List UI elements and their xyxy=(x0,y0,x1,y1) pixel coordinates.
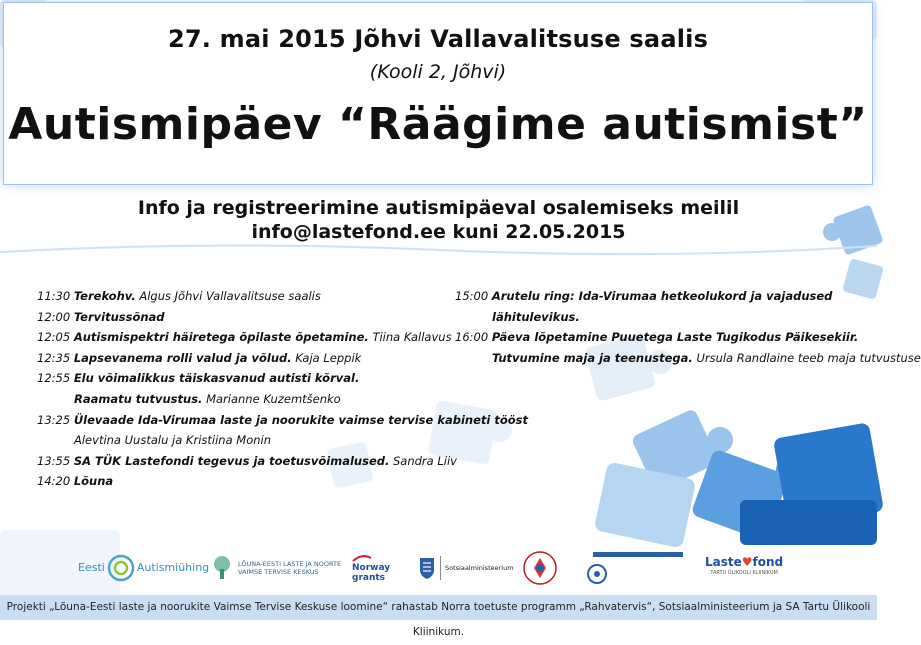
registration-info-line1: Info ja registreerimine autismipäeval osalemiseks meilil xyxy=(137,197,740,219)
autism-logo-left-text: Eesti xyxy=(78,561,105,574)
program-title: Ülevaade Ida-Virumaa laste ja noorukite vaimse tervise kabineti tööst xyxy=(73,412,528,427)
program-speaker: Sandra Liiv xyxy=(393,453,457,468)
program-title: Arutelu ring: Ida-Virumaa hetkeolukord ja vajadused xyxy=(491,289,833,303)
registration-info xyxy=(0,196,877,244)
lastefond-subtitle: TARTU ÜLIKOOLI KLIINIKUM xyxy=(710,569,778,576)
program-title: Tutvumine maja ja teenustega. xyxy=(492,350,693,365)
header-box xyxy=(3,2,873,185)
tree-icon xyxy=(210,555,234,581)
program-time: 11:30 xyxy=(37,289,71,303)
program-time: 13:55 xyxy=(37,453,71,468)
registration-email-line[interactable]: info@lastefond.ee kuni 22.05.2015 xyxy=(251,221,626,243)
partner-logos xyxy=(0,540,877,595)
program-title: Lapsevanema rolli valud ja võlud. xyxy=(73,350,292,365)
program-speaker: Tiina Kallavus xyxy=(372,330,452,345)
program-speaker: Alevtina Uustalu ja Kristiina Monin xyxy=(74,433,272,448)
program-item xyxy=(455,286,835,307)
south-estonia-line1: LÕUNA-EESTI LASTE JA NOORTE xyxy=(238,559,342,568)
norway-line2: grants xyxy=(352,572,386,583)
program-speaker: Kaja Leppik xyxy=(295,350,362,365)
funding-footer: Projekti „Lõuna-Eesti laste ja noorukite Vaimse Tervise Keskuse loomine“ rahastab Norra toetuste programm „Rahvatervis“, Sotsiaalministeerium ja SA Tartu Ülikooli Kliinikum. xyxy=(0,595,877,620)
program-item xyxy=(455,327,859,348)
program-item xyxy=(37,451,457,472)
program-item-continuation xyxy=(455,348,921,369)
clinic-emblem-icon xyxy=(522,550,558,586)
program-item xyxy=(37,307,457,328)
program-time: 12:05 xyxy=(37,330,71,345)
university-clinic-emblem xyxy=(522,540,558,595)
program-item xyxy=(37,368,457,389)
lastefond-logo xyxy=(705,540,783,595)
program-time: 12:55 xyxy=(37,371,71,386)
program-time: 12:35 xyxy=(37,350,71,365)
paikesekiir-icon xyxy=(585,548,685,588)
ministry-name: Sotsiaalministeerium xyxy=(445,563,514,572)
program-title: Terekohv. xyxy=(73,289,136,303)
program-item xyxy=(37,348,457,369)
program-title: Autismispektri häiretega õpilaste õpetamine. xyxy=(73,330,369,345)
page-title: Autismipäev “Räägime autismist” xyxy=(8,99,868,150)
paikesekiir-logo xyxy=(585,540,685,595)
autism-logo-right-text: Autismiühing xyxy=(136,561,210,574)
program-speaker: Marianne Kuzemtšenko xyxy=(206,391,341,406)
autism-society-logo xyxy=(78,540,209,595)
event-venue: (Kooli 2, Jõhvi) xyxy=(369,61,507,83)
program-speaker: Ursula Randlaine teeb maja tutvustuse xyxy=(696,350,921,365)
program-right-column xyxy=(455,286,921,368)
program-item xyxy=(37,471,457,492)
program-item-continuation xyxy=(37,430,457,451)
program-title: Lõuna xyxy=(73,474,114,489)
program-item-continuation xyxy=(37,389,457,410)
south-estonia-center-logo xyxy=(210,540,341,595)
program-title: SA TÜK Lastefondi tegevus ja toetusvõimalused. xyxy=(73,453,390,468)
heart-icon: ♥ xyxy=(741,554,753,569)
south-estonia-line2: VAIMSE TERVISE KESKUS xyxy=(238,567,319,576)
program-title: Tervitussõnad xyxy=(73,309,165,324)
program-time: 12:00 xyxy=(37,309,71,324)
norway-line1: Norway xyxy=(352,562,391,573)
program-title: Päeva lõpetamine Puuetega Laste Tugikodus Päikesekiir. xyxy=(491,330,859,345)
program-title: lähitulevikus. xyxy=(492,309,580,324)
program-title: Elu võimalikkus täiskasvanud autisti kõrval. xyxy=(73,371,360,386)
lastefond-text-a: Laste xyxy=(705,554,742,569)
norway-swoosh-icon xyxy=(352,553,372,563)
program-item-continuation xyxy=(455,307,835,328)
program-speaker: Algus Jõhvi Vallavalitsuse saalis xyxy=(139,289,321,303)
event-date-line: 27. mai 2015 Jõhvi Vallavalitsuse saalis xyxy=(167,25,709,53)
program-time: 14:20 xyxy=(37,474,71,489)
autism-spiral-icon xyxy=(107,554,135,582)
ministry-logo xyxy=(418,540,514,595)
program-item xyxy=(37,286,457,307)
program-time: 13:25 xyxy=(37,412,71,427)
coat-of-arms-icon xyxy=(418,556,436,580)
norway-grants-logo xyxy=(352,540,390,595)
program-item xyxy=(37,327,457,348)
program-item xyxy=(37,410,528,431)
program-title: Raamatu tutvustus. xyxy=(74,391,203,406)
lastefond-text-b: fond xyxy=(752,554,784,569)
program-time: 15:00 xyxy=(455,289,489,303)
program-time: 16:00 xyxy=(455,330,489,345)
